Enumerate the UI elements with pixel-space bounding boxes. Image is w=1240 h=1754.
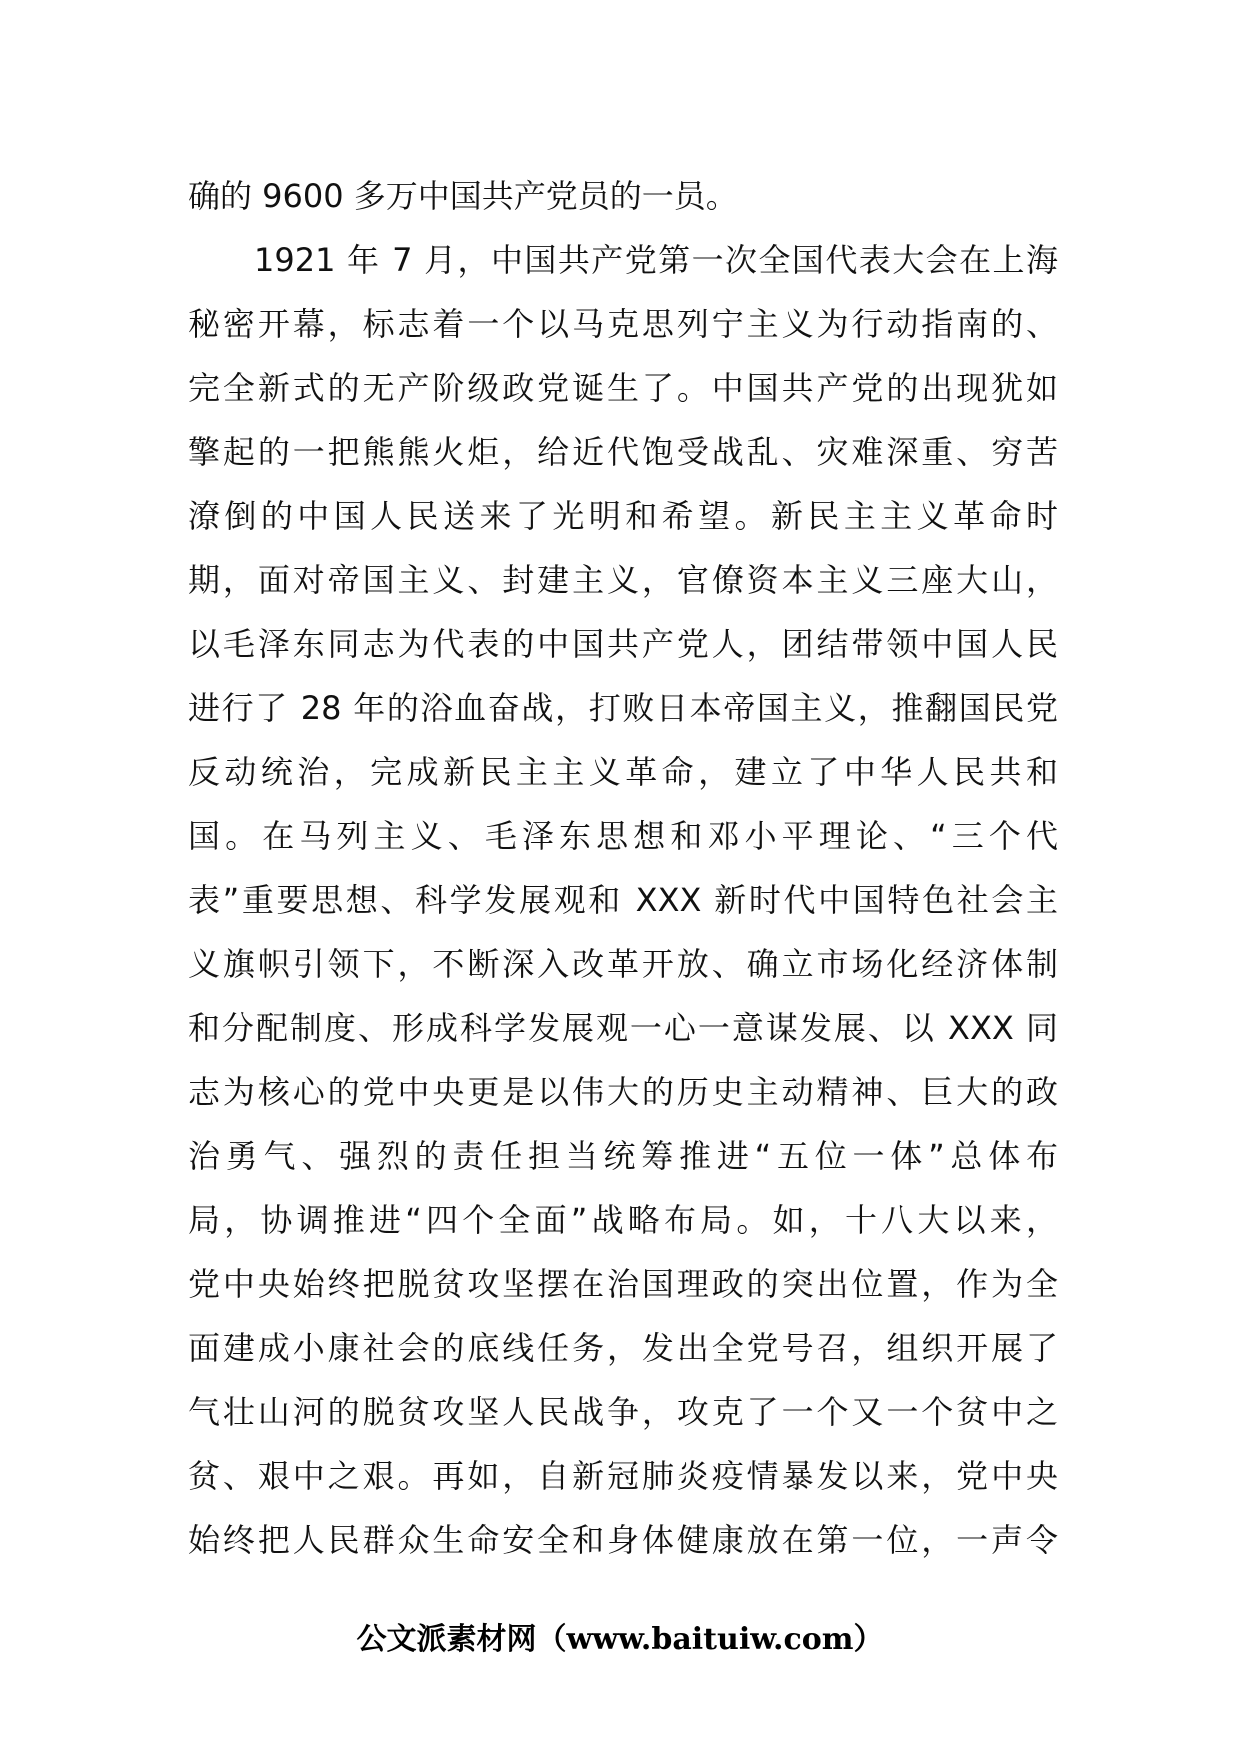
text-line: 国。在马列主义、毛泽东思想和邓小平理论、“三个代	[188, 817, 1058, 855]
text-line: 潦倒的中国人民送来了光明和希望。新民主主义革命时	[188, 497, 1058, 535]
text-line: 期，面对帝国主义、封建主义，官僚资本主义三座大山，	[188, 561, 1058, 599]
text-line: 反动统治，完成新民主主义革命，建立了中华人民共和	[188, 753, 1058, 791]
text-line: 秘密开幕，标志着一个以马克思列宁主义为行动指南的、	[188, 305, 1058, 343]
text-line: 气壮山河的脱贫攻坚人民战争，攻克了一个又一个贫中之	[188, 1393, 1058, 1431]
text-line: 治勇气、强烈的责任担当统筹推进“五位一体”总体布	[188, 1137, 1058, 1175]
text-line: 贫、艰中之艰。再如，自新冠肺炎疫情暴发以来，党中央	[188, 1457, 1058, 1495]
text-line: 局，协调推进“四个全面”战略布局。如，十八大以来，	[188, 1201, 1058, 1239]
text-line: 义旗帜引领下，不断深入改革开放、确立市场化经济体制	[188, 945, 1058, 983]
text-line: 确的 9600 多万中国共产党员的一员。	[188, 177, 738, 215]
text-line: 以毛泽东同志为代表的中国共产党人，团结带领中国人民	[188, 625, 1058, 663]
text-line: 完全新式的无产阶级政党诞生了。中国共产党的出现犹如	[188, 369, 1058, 407]
text-line: 始终把人民群众生命安全和身体健康放在第一位，一声令	[188, 1521, 1058, 1559]
text-line: 党中央始终把脱贫攻坚摆在治国理政的突出位置，作为全	[188, 1265, 1058, 1303]
text-line: 志为核心的党中央更是以伟大的历史主动精神、巨大的政	[188, 1073, 1058, 1111]
text-line: 1921 年 7 月，中国共产党第一次全国代表大会在上海	[254, 241, 1058, 279]
text-line: 和分配制度、形成科学发展观一心一意谋发展、以 XXX 同	[188, 1009, 1058, 1047]
text-line: 擎起的一把熊熊火炬，给近代饱受战乱、灾难深重、穷苦	[188, 433, 1058, 471]
page-footer-watermark: 公文派素材网（www.baituiw.com）	[356, 1622, 884, 1657]
text-line: 表”重要思想、科学发展观和 XXX 新时代中国特色社会主	[188, 881, 1058, 919]
text-line: 面建成小康社会的底线任务，发出全党号召，组织开展了	[188, 1329, 1058, 1367]
text-line: 进行了 28 年的浴血奋战，打败日本帝国主义，推翻国民党	[188, 689, 1058, 727]
